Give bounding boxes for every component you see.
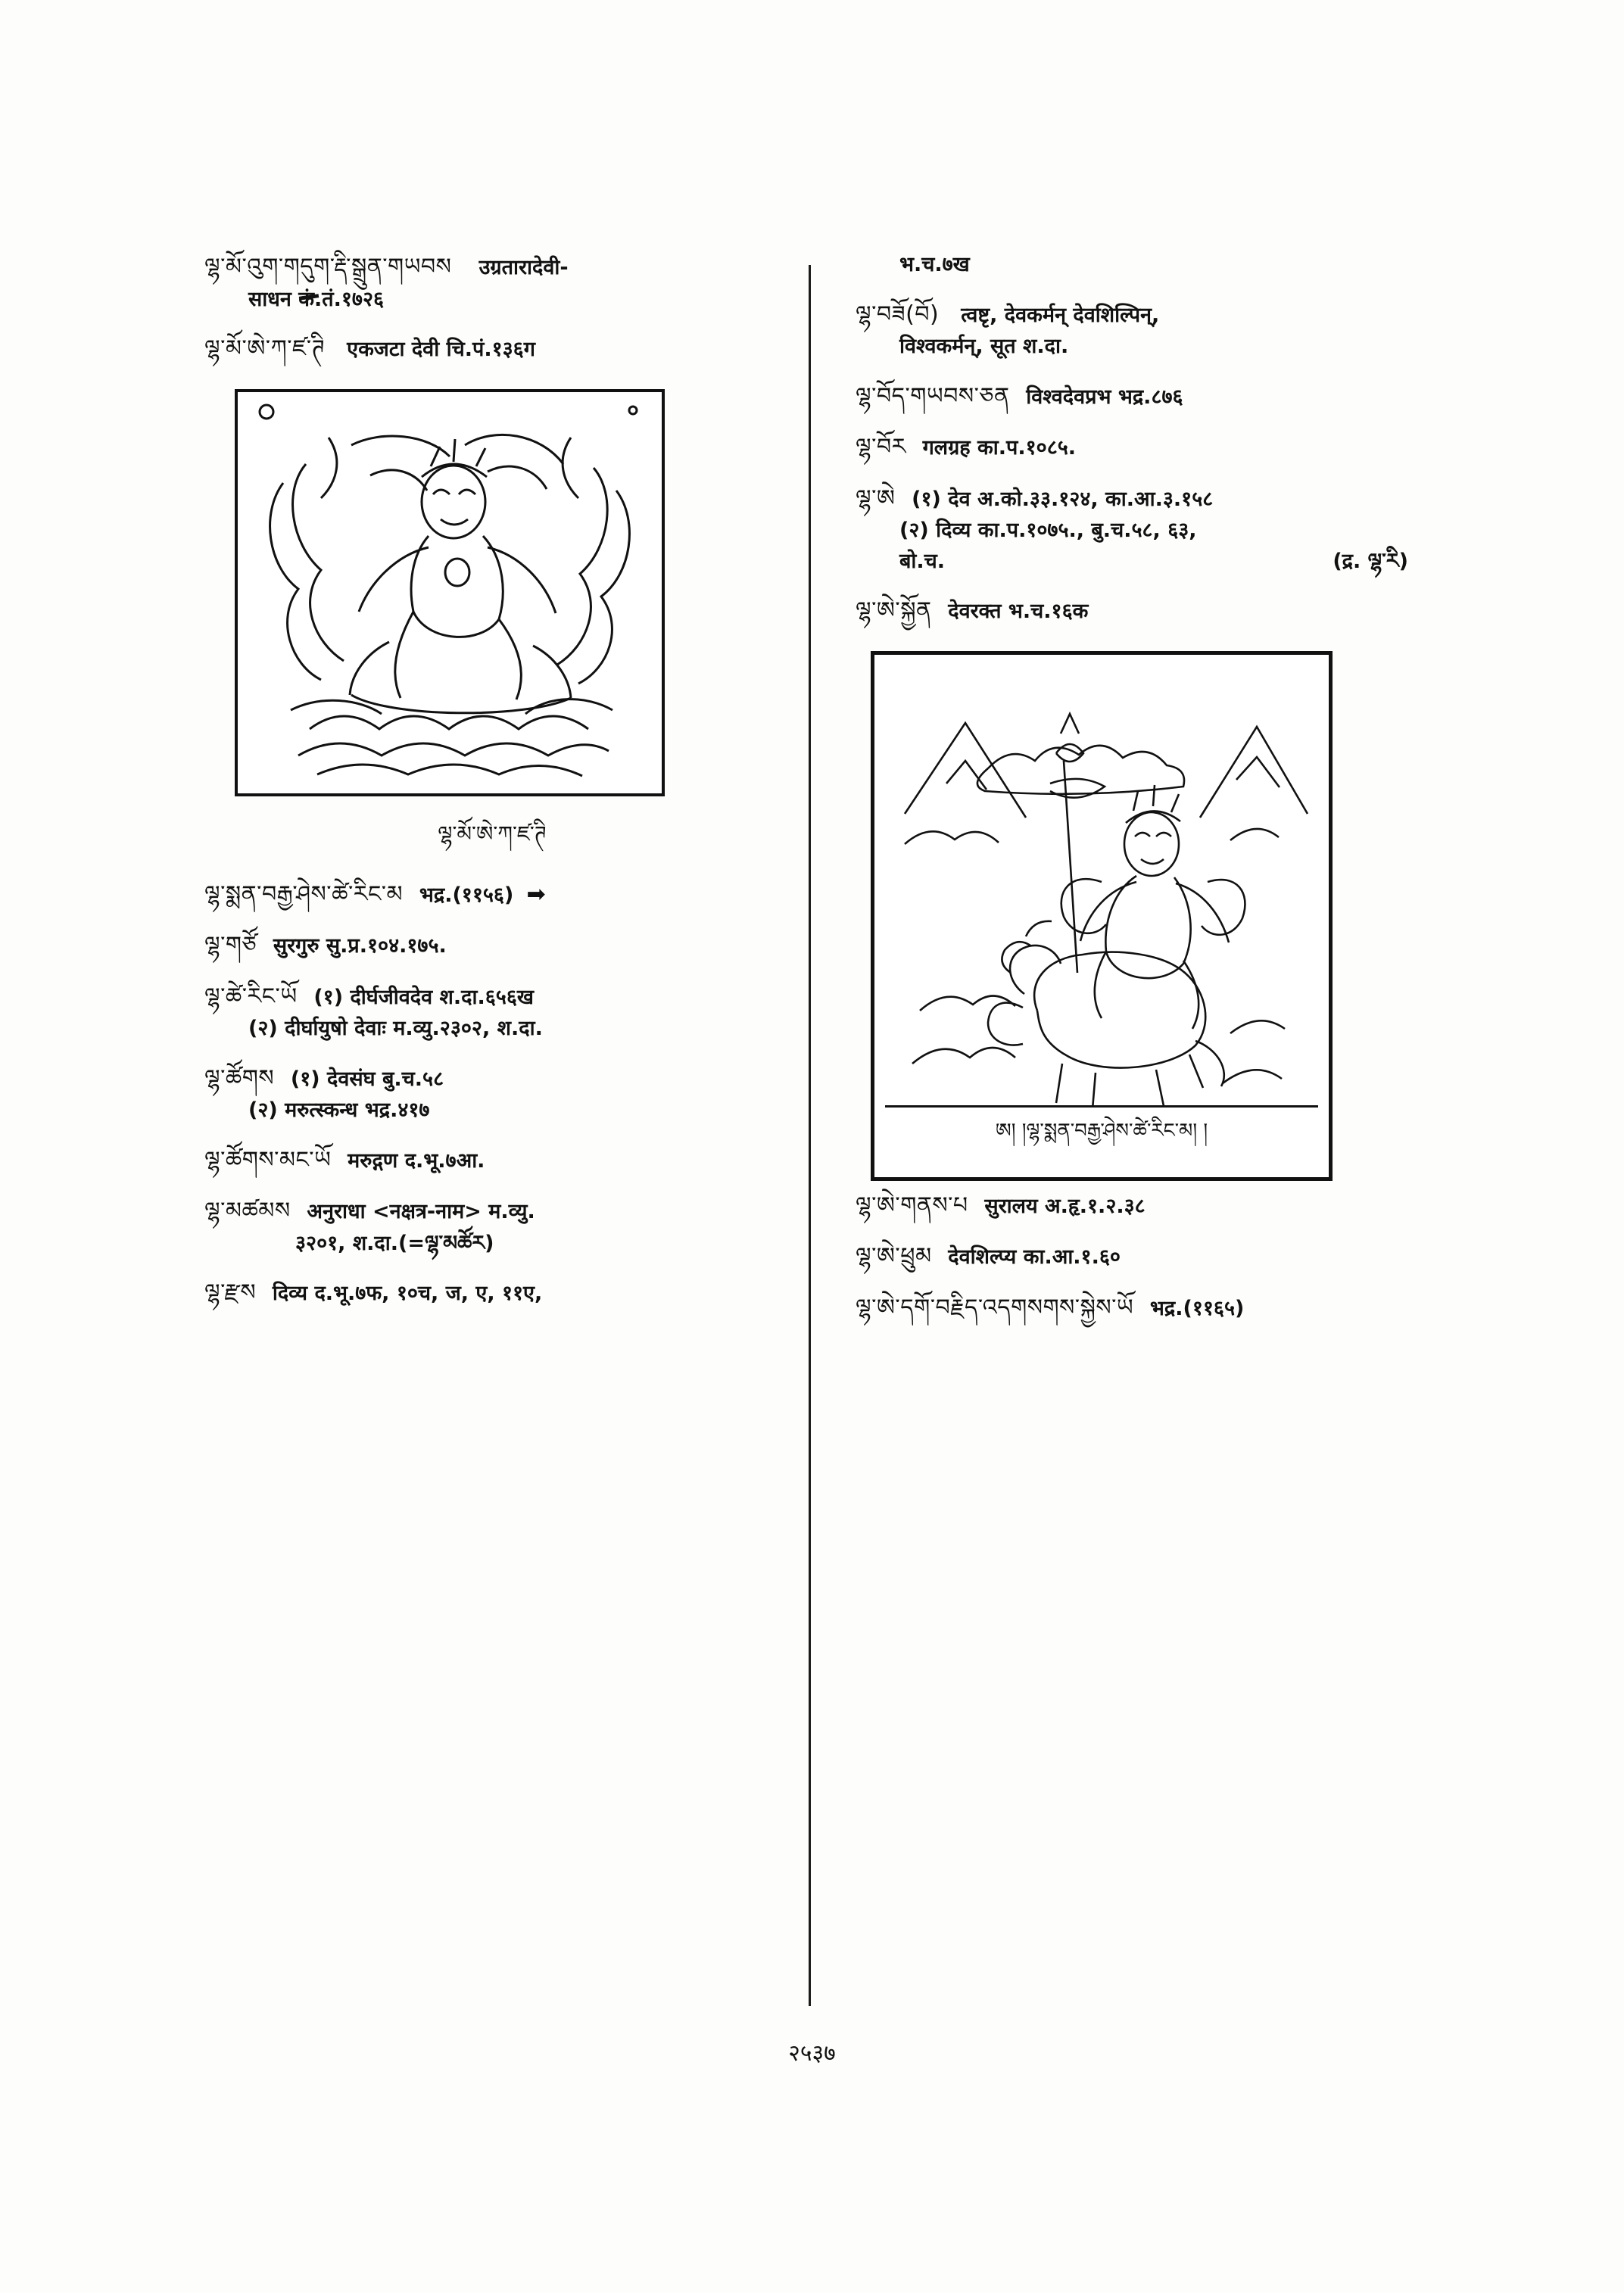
figure-frame [235, 389, 665, 796]
ekajata-deity-line-art [238, 392, 662, 793]
dictionary-entry [856, 594, 1431, 628]
entry-devanagari-gloss: त्वष्टृ, देवकर्मन् देवशिल्पिन्, [961, 303, 1160, 327]
dictionary-entry [204, 332, 780, 366]
dictionary-entry [856, 298, 1431, 363]
page-content [189, 250, 1431, 2014]
dictionary-entry [856, 1291, 1431, 1326]
entry-tibetan-headword: ལྷ་ཨེ [856, 484, 896, 512]
dictionary-entry [204, 877, 780, 912]
tsering-ma-deity-line-art [874, 655, 1329, 1177]
entry-tibetan-headword: ལྷ་བོར [856, 434, 906, 460]
entry-devanagari-gloss: देवशिल्प्य का.आ.१.६० [948, 1245, 1121, 1269]
entry-tibetan-headword: ལྷ་ཨེ་ཕྲུམ [856, 1243, 932, 1270]
dictionary-entry [856, 481, 1431, 578]
entry-devanagari-gloss: उग्रतारादेवी- [478, 256, 569, 279]
entry-sub-gloss: (२) मरुत्स्कन्ध भद्र.४१७ [248, 1098, 430, 1122]
dictionary-entry [204, 1194, 780, 1259]
sub-gloss-text: बो.च. [899, 549, 946, 573]
dictionary-entry [204, 1061, 780, 1126]
dictionary-entry [856, 1189, 1431, 1223]
entry-devanagari-gloss: सुरगुरु सु.प्र.१०४.१७५. [273, 934, 447, 958]
entry-devanagari-gloss: एकजटा देवी चि.पं.१३६ग [347, 338, 535, 361]
entry-tibetan-headword: ལྷ་བཟོ(བོ) [856, 301, 940, 328]
reference-code: भ.च.७ख [899, 253, 970, 276]
figure-caption: ལྷ་མོ་ཨེ་ཀ་ཛ་ཊི [438, 821, 547, 846]
entry-tibetan-headword: ལྷ་ཚོགས་མང་ཡོ [204, 1146, 332, 1173]
cross-reference: (द्र. ལྷ་རི) [1333, 549, 1408, 573]
continued-reference [856, 250, 1431, 281]
entry-tibetan-headword: ལྷ་གཙོ [204, 932, 257, 958]
entry-devanagari-gloss: देवरक्त भ.च.१६क [948, 600, 1089, 623]
dictionary-entry [204, 250, 780, 315]
entry-devanagari-gloss: दिव्य द.भू.७फ, १०च, ज, ए, ११ए, [272, 1282, 543, 1305]
right-column [856, 250, 1431, 1341]
dictionary-entry [856, 379, 1431, 414]
column-divider [809, 265, 811, 2006]
entry-devanagari-gloss: भद्र.(११५६) [419, 883, 514, 907]
page-number: २५३७ [788, 2040, 836, 2067]
entry-tibetan-headword: ལྷ་བོད་གཡབས་ཅན [856, 382, 1010, 410]
arrow-icon: ➡ [526, 881, 546, 907]
entry-devanagari-gloss: मरुद्गण द.भू.७आ. [348, 1148, 485, 1173]
dictionary-entry [856, 1239, 1431, 1274]
entry-devanagari-gloss: (१) देवसंघ बु.च.५८ [290, 1067, 444, 1091]
dictionary-entry [204, 980, 780, 1045]
entry-tibetan-headword: ལྷ་ཚེ་རིང་ཡོ [204, 983, 298, 1010]
entry-continuation: साधन कं.तं.१७२६ [248, 287, 385, 311]
entry-sub-gloss: (२) दिव्य का.प.१०७५., बु.च.५८, ६३, [899, 519, 1197, 542]
figure-lhamen-tsering-ma [856, 651, 1431, 1181]
figure-ekajata [204, 389, 780, 870]
entry-sub-gloss: ३२०१, श.दा.(=ལྷ་མཚོར) [295, 1231, 494, 1255]
entry-tibetan-headword: ལྷ་མོ་ཨེ་ཀ་ཛ་ཊི [204, 335, 326, 362]
entry-sub-gloss: (२) दीर्घायुषो देवाः म.व्यु.२३०२, श.दा. [248, 1017, 543, 1040]
dictionary-entry [204, 1276, 780, 1310]
entry-tibetan-headword: ལྷ་མོ་འུག་གདུག་རྡི་སྒྲུན་གཡབས [204, 254, 452, 280]
entry-devanagari-gloss: विश्वदेवप्रभ भद्र.८७६ [1026, 385, 1183, 409]
entry-devanagari-gloss: (१) दीर्घजीवदेव श.दा.६५६ख [313, 985, 534, 1009]
left-column [204, 250, 780, 1327]
entry-tibetan-headword: ལྷ་ཚོགས [204, 1064, 275, 1092]
entry-devanagari-gloss: भद्र.(११६५) [1149, 1296, 1245, 1320]
entry-sub-gloss: विश्वकर्मन्, सूत श.दा. [899, 335, 1069, 358]
entry-devanagari-gloss: (१) देव अ.को.३३.१२४, का.आ.३.१५८ [912, 487, 1214, 511]
figure-caption-band: ཨ། །ལྷ་སྨན་བརྒྱ་ཤེས་ཚེ་རིང་མ། ། [885, 1105, 1318, 1167]
entry-tibetan-headword: ལྷ་མཚམས [204, 1198, 291, 1224]
dictionary-entry [204, 928, 780, 963]
entry-tibetan-headword: ལྷ་ཨེ་སྐྱོན [856, 597, 932, 624]
entry-tibetan-headword: ལྷ་རྫས [204, 1279, 257, 1306]
entry-devanagari-gloss: सुरालय अ.हृ.१.२.३८ [984, 1194, 1146, 1218]
entry-tibetan-headword: ལྷ་ཨེ་དགོ་བརྗིད་འདགསགས་སྐྱེས་ཡོ [856, 1294, 1134, 1321]
entry-sub-gloss-2 [856, 547, 1431, 578]
entry-devanagari-gloss: गलग्रह का.प.१०८५. [922, 436, 1077, 460]
dictionary-entry [856, 430, 1431, 465]
dictionary-entry [204, 1143, 780, 1178]
entry-devanagari-gloss: अनुराधा <नक्षत्र-नाम> म.व्यु. [307, 1200, 535, 1223]
entry-tibetan-headword: ལྷ་སྨན་བརྒྱ་ཤེས་ཚེ་རིང་མ [204, 880, 404, 908]
entry-tibetan-headword: ལྷ་ཨེ་གནས་པ [856, 1192, 968, 1219]
figure-frame [871, 651, 1333, 1181]
